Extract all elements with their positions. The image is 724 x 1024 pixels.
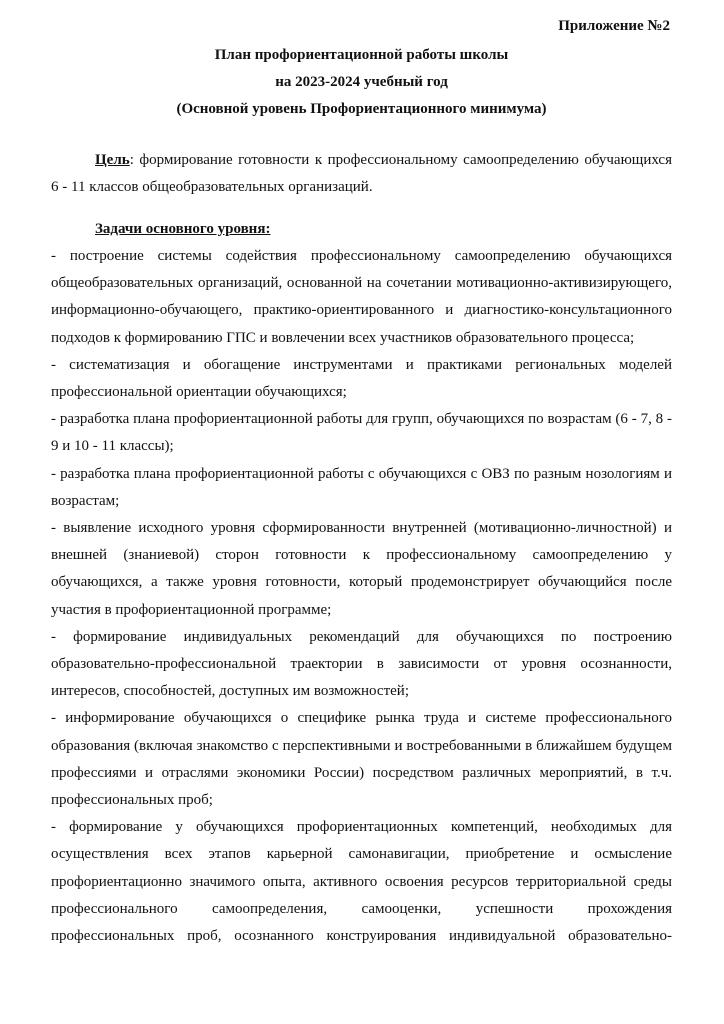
tasks-heading: Задачи основного уровня: [95,221,271,237]
document-title-line-3: (Основной уровень Профориентационного минимума) [176,101,547,117]
task-item: - разработка плана профориентационной работы для групп, обучающихся по возрастам (6 - 7, 8 - 9 и 10 - 11 классы); [51,411,672,455]
task-item: - систематизация и обогащение инструментами и практиками региональных моделей профессиональной ориентации обучающихся; [51,356,672,401]
task-item: - разработка плана профориентационной работы с обучающихся с ОВЗ по разным нозологиям и возрастам; [51,465,672,509]
goal-label: Цель [95,152,130,168]
task-item: - выявление исходного уровня сформированности внутренней (мотивационно-личностной) и внешней (знаниевой) сторон готовности к профессиональному самоопределению у обучающихся, а также уровня готовности, который продемонстрирует обучающийся после участия в профориентационной программе; [51,520,672,618]
task-item: - информирование обучающихся о специфике рынка труда и системе профессионального образования (включая знакомство с перспективными и востребованными в ближайшем будущем профессиями и отраслями экономики России) посредством различных мероприятий, в т.ч. профессиональных проб; [51,710,672,809]
goal-paragraph [51,147,672,201]
document-title-line-2: на 2023-2024 учебный год [275,74,448,90]
task-item: - формирование у обучающихся профориентационных компетенций, необходимых для осуществления всех этапов карьерной самонавигации, приобретение и осмысление профориентационно значимого опыта, активного освоения ресурсов территориальной среды профессионального самоопределения, самооценки, успешности прохождения профессиональных проб, осознанного конструирования индивидуальной образовательно- [51,819,672,945]
goal-text: формирование готовности к профессиональному самоопределению обучающихся 6 - 11 классов общеобразовательных организаций. [51,152,672,195]
document-title-line-1: План профориентационной работы школы [214,47,509,63]
task-item: - формирование индивидуальных рекомендаций для обучающихся по построению образовательно-профессиональной траектории в зависимости от уровня осознанности, интересов, способностей, доступных им возможностей; [51,628,672,700]
goal-separator: : [129,152,134,168]
task-item: - построение системы содействия профессиональному самоопределению обучающихся общеобразовательных организаций, основанной на сочетании мотивационно-активизирующего, информационно-обучающего, практико-ориентированного и диагностико-консультационного подходов к формированию ГПС и вовлечении всех участников образовательного процесса; [51,248,672,346]
tasks-list [51,243,672,950]
appendix-label: Приложение №2 [558,18,670,34]
